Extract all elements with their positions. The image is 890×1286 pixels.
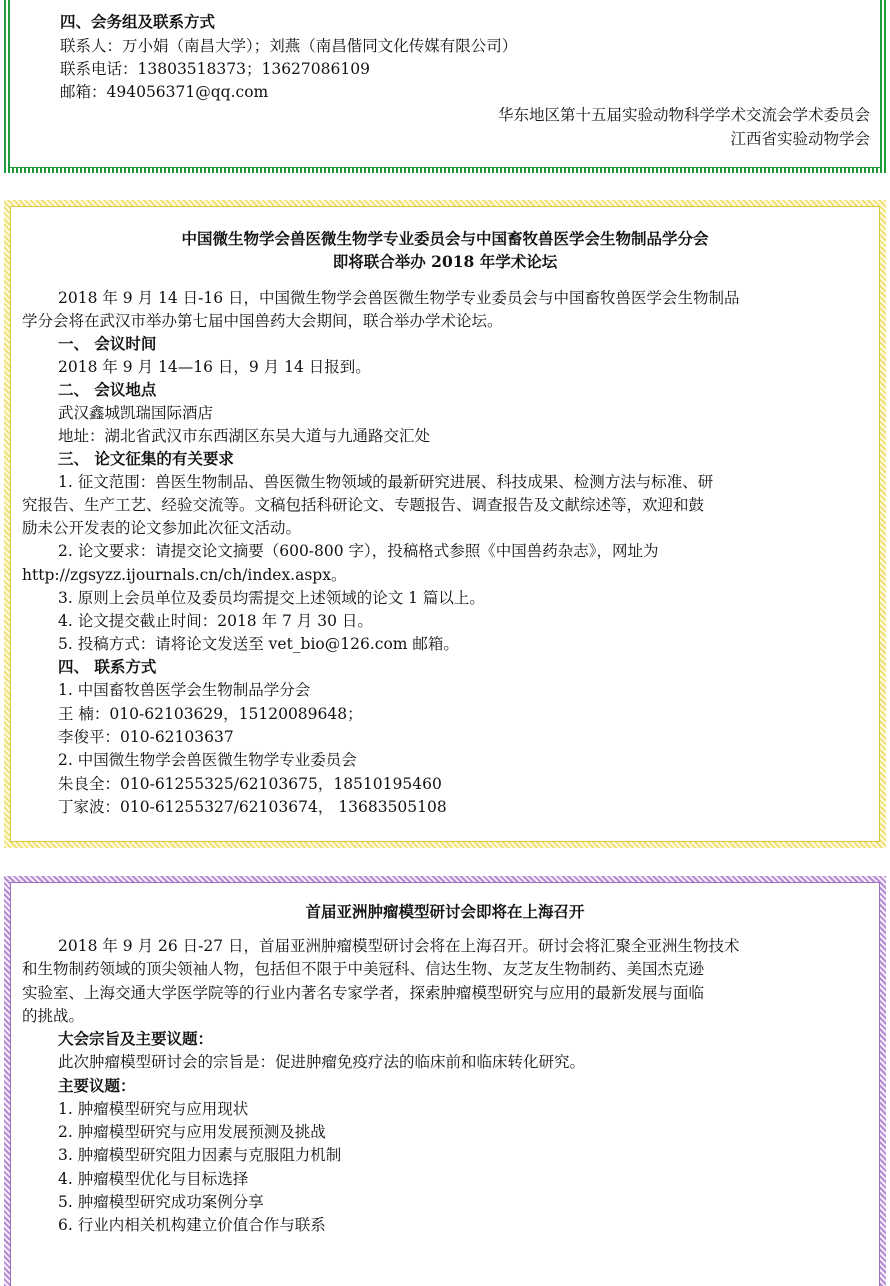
section-title: 四、 联系方式 — [58, 657, 157, 676]
contact-line: 丁家波：010-61255327/62103674， 13683505108 — [58, 798, 447, 816]
notice-title: 首届亚洲肿瘤模型研讨会即将在上海召开 — [305, 902, 585, 921]
contact-org: 2. 中国微生物学会兽医微生物学专业委员会 — [58, 751, 357, 769]
paragraph-line: 2. 论文要求：请提交论文摘要（600-800 字），投稿格式参照《中国兽药杂志》，网址为 — [58, 542, 659, 560]
section-title: 二、 会议地点 — [58, 380, 157, 399]
paragraph-line: 的挑战。 — [22, 1007, 85, 1025]
organizer-1: 华东地区第十五届实验动物科学学术交流会学术委员会 — [497, 106, 870, 124]
topic-item: 5. 肿瘤模型研究成功案例分享 — [58, 1193, 264, 1211]
topic-item: 3. 肿瘤模型研究阻力因素与克服阻力机制 — [58, 1146, 342, 1164]
contact-persons: 联系人：万小娟（南昌大学）；刘燕（南昌偕同文化传媒有限公司） — [60, 37, 518, 55]
paragraph-line: 1. 征文范围：兽医生物制品、兽医微生物领域的最新研究进展、科技成果、检测方法与标准、研 — [58, 473, 714, 491]
notice-title-line2: 即将联合举办 2018 年学术论坛 — [332, 252, 558, 271]
organizer-2: 江西省实验动物学会 — [730, 130, 870, 148]
venue-address: 地址：湖北省武汉市东西湖区东吴大道与九通路交汇处 — [58, 427, 431, 445]
section-title: 主要议题： — [58, 1076, 136, 1095]
section-title: 大会宗旨及主要议题： — [58, 1029, 214, 1048]
submission-email: 5. 投稿方式：请将论文发送至 vet_bio@126.com 邮箱。 — [58, 635, 459, 653]
paragraph-line: 实验室、上海交通大学医学院等的行业内著名专家学者，探索肿瘤模型研究与应用的最新发展与面临 — [22, 984, 705, 1002]
topic-item: 1. 肿瘤模型研究与应用现状 — [58, 1100, 249, 1118]
meeting-time: 2018 年 9 月 14—16 日，9 月 14 日报到。 — [58, 358, 371, 376]
journal-url: http://zgsyzz.ijournals.cn/ch/index.aspx。 — [22, 566, 347, 584]
topic-item: 2. 肿瘤模型研究与应用发展预测及挑战 — [58, 1123, 326, 1141]
notice-title-line1: 中国微生物学会兽医微生物学专业委员会与中国畜牧兽医学会生物制品学分会 — [181, 229, 709, 248]
section-title: 三、 论文征集的有关要求 — [58, 449, 234, 468]
contact-email: 邮箱：494056371@qq.com — [60, 83, 269, 101]
paragraph-line: 和生物制药领域的顶尖领袖人物，包括但不限于中美冠科、信达生物、友芝友生物制药、美国杰克逊 — [22, 960, 705, 978]
paragraph-line: 3. 原则上会员单位及委员均需提交上述领域的论文 1 篇以上。 — [58, 589, 485, 607]
paragraph-line: 2018 年 9 月 14 日-16 日，中国微生物学会兽医微生物学专业委员会与中国畜牧兽医学会生物制品 — [58, 289, 740, 307]
section-title: 一、 会议时间 — [58, 334, 157, 353]
topic-item: 4. 肿瘤模型优化与目标选择 — [58, 1170, 249, 1188]
topic-item: 6. 行业内相关机构建立价值合作与联系 — [58, 1216, 326, 1234]
deadline: 4. 论文提交截止时间：2018 年 7 月 30 日。 — [58, 612, 373, 630]
paragraph-line: 2018 年 9 月 26 日-27 日，首届亚洲肿瘤模型研讨会将在上海召开。研讨会将汇聚全亚洲生物技术 — [58, 937, 740, 955]
paragraph-line: 学分会将在武汉市举办第七届中国兽药大会期间，联合举办学术论坛。 — [22, 312, 503, 330]
paragraph-line: 究报告、生产工艺、经验交流等。文稿包括科研论文、专题报告、调查报告及文献综述等，欢迎和鼓 — [22, 496, 705, 514]
venue-name: 武汉鑫城凯瑞国际酒店 — [58, 404, 214, 422]
section-title-contact: 四、会务组及联系方式 — [60, 12, 216, 31]
contact-org: 1. 中国畜牧兽医学会生物制品学分会 — [58, 681, 311, 699]
contact-line: 李俊平：010-62103637 — [58, 728, 234, 746]
contact-phone: 联系电话：13803518373；13627086109 — [60, 60, 370, 78]
paragraph-line: 励未公开发表的论文参加此次征文活动。 — [22, 519, 302, 537]
purpose-text: 此次肿瘤模型研讨会的宗旨是：促进肿瘤免疫疗法的临床前和临床转化研究。 — [58, 1053, 586, 1071]
contact-line: 王 楠：010-62103629，15120089648； — [58, 705, 363, 723]
contact-line: 朱良全：010-61255325/62103675，18510195460 — [58, 775, 442, 793]
